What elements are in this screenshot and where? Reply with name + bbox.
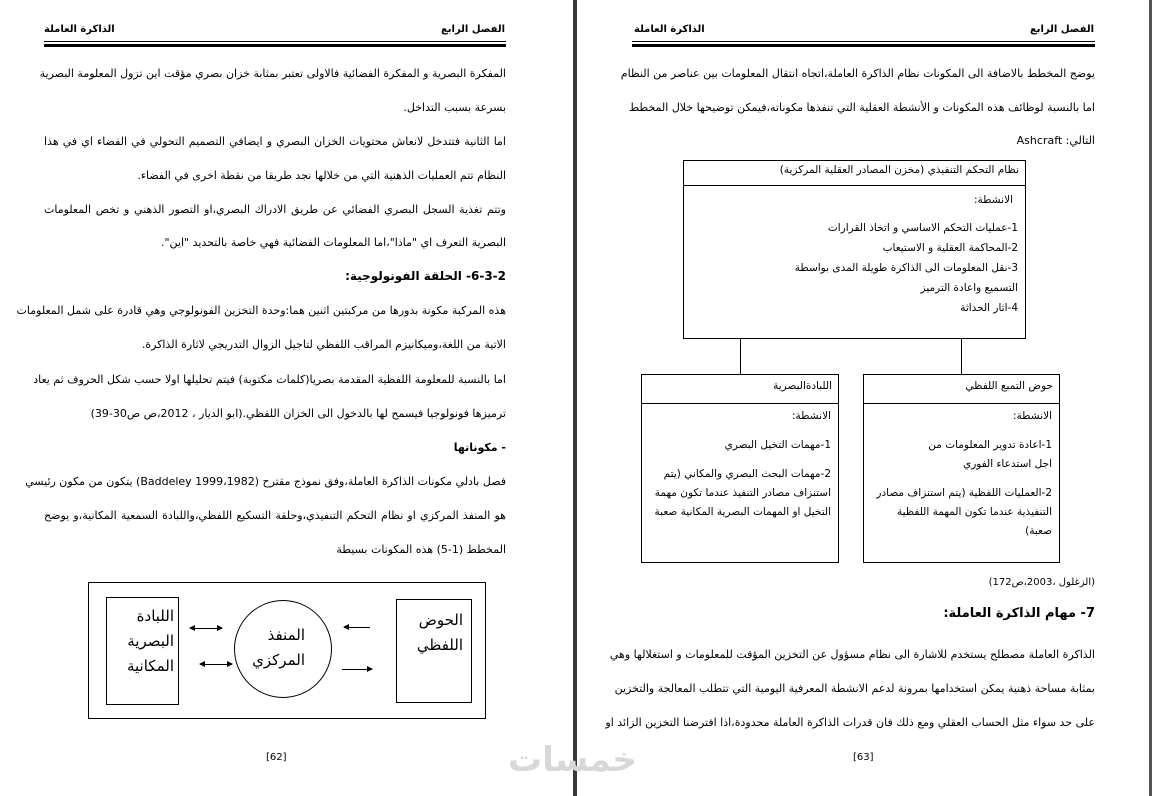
activity-item: 4-اثار الحداثة	[960, 302, 1018, 314]
activities-label: الانشطة:	[1013, 410, 1052, 422]
text-line: اما الثانية فتتدخل لانعاش محتويات الخزان البصري و ايضافي التصميم التحولي في الفضاء اي في هذا	[44, 135, 506, 148]
arrow-right	[342, 669, 372, 670]
visuospatial-label: اللبادة البصرية المكانية	[126, 607, 174, 675]
activities-label: الانشطة:	[792, 410, 831, 422]
section-heading: 6-3-2- الحلقة الفونولوجية:	[345, 269, 506, 283]
header-rule	[632, 41, 1095, 47]
text-line: هو المنفذ المركزي او نظام التحكم التنفيذي،وحلقة التسكيع اللفظي،واللبادة السمعية المكانية،و يوضح	[44, 509, 506, 522]
phonological-title: حوض التمبع اللفظي	[864, 375, 1059, 404]
activity-item: 2-العمليات اللفظية (يتم استنزاف مصادر التنفيذية عندما تكون المهمة اللفظية صعبة)	[876, 487, 1052, 537]
header-topic: الذاكرة العاملة	[634, 24, 705, 35]
citation: (الزغلول ،2003،ص172)	[988, 577, 1095, 588]
page-63	[578, 0, 1150, 796]
visuospatial-box	[641, 374, 839, 563]
activity-item: 1-اعادة تدوير المعلومات من اجل استدعاء الفوري	[928, 439, 1052, 470]
page-number: [62]	[266, 752, 287, 763]
watermark-logo: خمسات	[508, 740, 637, 780]
double-arrow	[200, 664, 232, 665]
activity-item: 2-مهمات البحث البصري والمكاني (يتم استنزاف مصادر التنفيذ عندما تكون مهمة التخيل او المهمات البصرية المكانية صعبة	[654, 468, 831, 518]
text-line: وتتم تغذية السجل البصري الفضائي عن طريق الادراك البصري،او التصور الذهني و تخص المعلومات	[44, 203, 506, 216]
text-line: هذه المركبة مكونة بدورها من مركبتين اثنين هما:وحدة التخزين الفونولوجي وهي قادرة على شمل المعلومات	[16, 304, 506, 317]
visuospatial-title: اللبادةالبصرية	[642, 375, 838, 404]
activity-item: 1-عمليات التحكم الاساسي و اتخاذ القرارات	[827, 222, 1018, 234]
section-heading: 7- مهام الذاكرة العاملة:	[943, 606, 1095, 621]
executive-title: نظام التحكم التنفيذي (مخزن المصادر العقلية المركزية)	[684, 161, 1025, 186]
activity-item: 1-مهمات التخيل البصري	[724, 439, 831, 451]
text-line: اما بالنسبة لوظائف هذه المكونات و الأنشطة العقلية التي تنفذها مكوناته،فيمكن توضيحها خلال المخطط	[628, 101, 1095, 114]
text-line: النظام تتم العمليات الذهنية التي من خلالها نجد طريقا من نقطة اخرى في الفضاء.	[137, 169, 506, 182]
activities-label: الانشطة:	[974, 194, 1013, 206]
text-line: بمثابة مساحة ذهنية يمكن استخدامها بمرونة لدعم الانشطة المعرفية اليومية التي تتطلب المعالجة والتخزين	[614, 682, 1095, 695]
subheading: - مكوناتها	[453, 441, 506, 454]
header-rule	[44, 41, 506, 47]
text-line: التالي: Ashcraft	[1016, 134, 1095, 147]
page-62	[0, 0, 573, 796]
text-line: الذاكرة العاملة مصطلح يستخدم للاشارة الى نظام مسؤول عن التخزين المؤقت للمعلومات و استغلالها وهي	[609, 648, 1095, 661]
page-number: [63]	[853, 752, 874, 763]
phonological-box	[396, 599, 472, 703]
double-arrow	[190, 628, 222, 629]
page-divider	[573, 0, 577, 796]
connector-line	[961, 339, 962, 374]
diagram-frame	[88, 582, 486, 719]
connector-line	[740, 339, 741, 374]
text-line: الاتية من اللغة،وميكانيزم المراقب اللفظي لتاجيل الزوال التدريجي لاثارة الذاكرة.	[141, 338, 506, 351]
text-line: المفكرة البصرية و المفكرة الفضائية فالاولى تعتبر بمثابة خزان بصري مؤقت اين تزول المعلومة البصرية	[39, 67, 506, 80]
text-line: المخطط (1-5) هذه المكونات بسيطة	[336, 543, 506, 556]
header-chapter: الفصل الرابع	[440, 24, 505, 35]
text-line: اما بالنسبة للمعلومة اللفظية المقدمة بصريا(كلمات مكتوبة) فيتم تحليلها اولا حسب شكل الحروف ثم يعاد	[33, 373, 506, 386]
header-chapter: الفصل الرابع	[1029, 24, 1094, 35]
text-line: بسرعة بسبب التداخل.	[403, 101, 506, 114]
phonological-box	[863, 374, 1060, 563]
activity-item: 2-المحاكمة العقلية و الاستيعاب	[882, 242, 1018, 254]
text-line: البصرية التعرف اي "ماذا"،اما المعلومات الفضائية فهي خاصة بالتحديد "اين".	[160, 236, 506, 249]
central-executive-label: المنفذ المركزي	[252, 626, 305, 669]
text-line: يوضح المخطط بالاضافة الى المكونات نظام الذاكرة العاملة،اتجاه انتقال المعلومات بين عناصر من النظام	[620, 67, 1095, 80]
text-line: فصل بادلي مكونات الذاكرة العاملة،وفق نموذج مقترح (Baddeley 1999،1982) يتكون من مكون رئيسي	[25, 475, 506, 488]
text-line: على حد سواء مثل الحساب العقلي ومع ذلك فان قدرات الذاكرة العاملة محدودة،اذا افترضنا التخزين الزائد او	[605, 716, 1095, 729]
text-line: ترميزها فونولوجيا فيسمح لها بالدخول الى الخزان اللفظي.(ابو الديار ، 2012،ص ص30-39)	[90, 407, 506, 420]
central-executive-circle	[234, 600, 332, 698]
visuospatial-box	[106, 597, 179, 705]
phonological-label: الحوض اللفظي	[416, 611, 463, 654]
header-topic: الذاكرة العاملة	[44, 24, 115, 35]
arrow-left	[344, 627, 370, 628]
activity-item: 3-نقل المعلومات الى الذاكرة طويلة المدى بواسطة التسميع واعادة الترميز	[794, 262, 1018, 294]
executive-box	[683, 160, 1026, 339]
